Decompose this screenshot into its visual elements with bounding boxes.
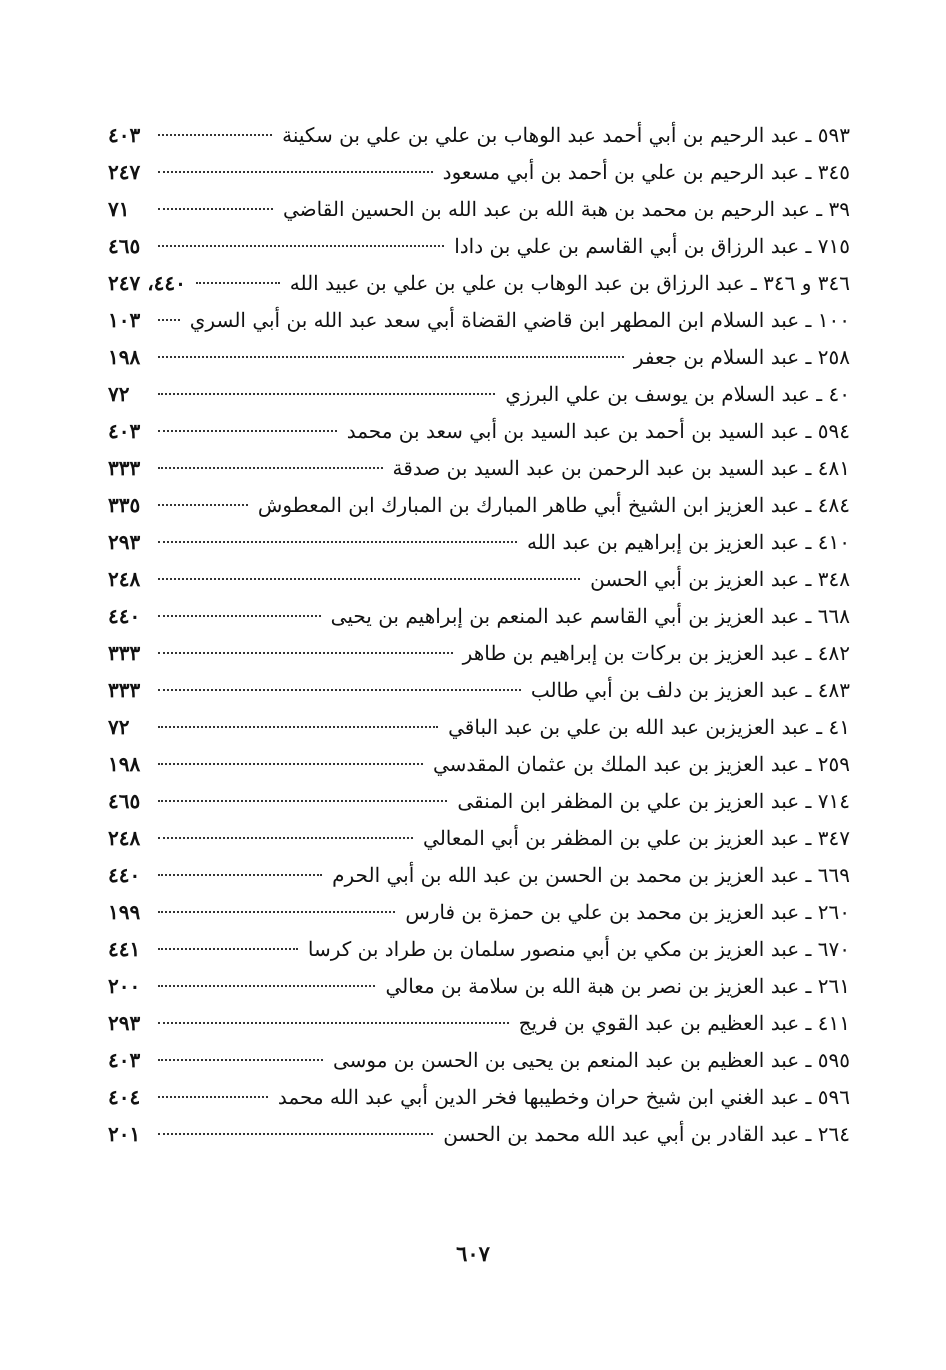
dot-leader <box>158 985 375 987</box>
index-list <box>108 117 850 1153</box>
entry-text: ٦٧٠ ـ عبد العزيز بن مكي بن أبي منصور سلمان بن طراد بن كرسا <box>307 937 850 961</box>
index-entry <box>108 783 850 820</box>
entry-text: ٥٩٣ ـ عبد الرحيم بن أبي أحمد عبد الوهاب بن علي بن علي بن سكينة <box>282 123 850 147</box>
entry-text: ٦٦٩ ـ عبد العزيز بن محمد بن الحسن بن عبد الله بن أبي الحرم <box>332 863 850 887</box>
entry-text: ٤١١ ـ عبد العظيم بن عبد القوي بن فريج <box>518 1011 850 1035</box>
dot-leader <box>158 726 438 728</box>
dot-leader <box>158 689 521 691</box>
entry-page-number: ٣٣٣ <box>108 678 141 702</box>
entry-page-number: ٢٤٨ <box>108 567 141 591</box>
dot-leader <box>158 504 248 506</box>
entry-text: ٦٦٨ ـ عبد العزيز بن أبي القاسم عبد المنعم بن إبراهيم بن يحيى <box>330 604 850 628</box>
index-entry <box>108 117 850 154</box>
entry-text: ٥٩٦ ـ عبد الغني ابن شيخ حران وخطيبها فخر الدين أبي عبد الله محمد <box>277 1085 850 1109</box>
entry-text: ٤١ ـ عبد العزيزبن عبد الله بن علي بن عبد الباقي <box>448 715 850 739</box>
entry-page-number: ١٠٣ <box>108 308 141 332</box>
index-entry <box>108 302 850 339</box>
dot-leader <box>158 1133 433 1135</box>
entry-page-number: ٤٤٠ <box>108 863 141 887</box>
entry-text: ٤٨٤ ـ عبد العزيز ابن الشيخ أبي طاهر المبارك بن المبارك ابن المعطوش <box>257 493 850 517</box>
entry-page-number: ٢٩٣ <box>108 530 141 554</box>
entry-text: ٤١٠ ـ عبد العزيز بن إبراهيم بن عبد الله <box>526 530 850 554</box>
index-entry <box>108 598 850 635</box>
index-entry <box>108 894 850 931</box>
entry-page-number: ٧٢ <box>108 382 130 406</box>
dot-leader <box>158 245 444 247</box>
entry-text: ٧١٥ ـ عبد الرزاق بن أبي القاسم بن علي بن دادا <box>454 234 850 258</box>
entry-page-number: ٤٦٥ <box>108 789 141 813</box>
dot-leader <box>158 467 383 469</box>
index-entry <box>108 1116 850 1153</box>
entry-text: ٣٤٥ ـ عبد الرحيم بن علي بن أحمد بن أبي مسعود <box>442 160 850 184</box>
entry-page-number: ٤٠٣ <box>108 123 141 147</box>
page-number: ٦٠٧ <box>456 1241 490 1266</box>
entry-text: ٣٤٧ ـ عبد العزيز بن علي بن المظفر بن أبي المعالي <box>423 826 850 850</box>
dot-leader <box>158 393 495 395</box>
dot-leader <box>158 763 423 765</box>
dot-leader <box>158 134 272 136</box>
entry-text: ٢٦٤ ـ عبد القادر بن أبي عبد الله محمد بن الحسن <box>443 1122 850 1146</box>
index-entry <box>108 1005 850 1042</box>
entry-page-number: ١٩٨ <box>108 345 141 369</box>
entry-page-number: ٣٣٣ <box>108 456 141 480</box>
entry-text: ٥٩٥ ـ عبد العظيم بن عبد المنعم بن يحيى بن الحسن بن موسى <box>332 1048 850 1072</box>
entry-text: ٢٥٩ ـ عبد العزيز بن عبد الملك بن عثمان المقدسي <box>432 752 850 776</box>
entry-text: ٤٠ ـ عبد السلام بن يوسف بن علي البرزي <box>505 382 850 406</box>
entry-page-number: ٤٤٠، ٢٤٧ <box>108 271 186 295</box>
entry-text: ٢٥٨ ـ عبد السلام بن جعفر <box>633 345 850 369</box>
entry-text: ٣٤٦ و ٣٤٦ ـ عبد الرزاق بن عبد الوهاب بن علي بن علي بن عبيد الله <box>289 271 850 295</box>
index-entry <box>108 265 850 302</box>
index-entry <box>108 968 850 1005</box>
entry-page-number: ٧٢ <box>108 715 130 739</box>
dot-leader <box>158 208 273 210</box>
dot-leader <box>158 578 580 580</box>
entry-page-number: ٣٣٣ <box>108 641 141 665</box>
dot-leader <box>158 319 180 321</box>
index-entry <box>108 413 850 450</box>
entry-text: ٧١٤ ـ عبد العزيز بن علي بن المظفر ابن المنقى <box>457 789 850 813</box>
index-entry <box>108 857 850 894</box>
index-entry <box>108 191 850 228</box>
entry-page-number: ٤٦٥ <box>108 234 141 258</box>
entry-text: ٢٦٠ ـ عبد العزيز بن محمد بن علي بن حمزة بن فارس <box>405 900 850 924</box>
dot-leader <box>158 911 395 913</box>
index-entry <box>108 524 850 561</box>
entry-page-number: ٧١ <box>108 197 130 221</box>
dot-leader <box>158 171 433 173</box>
index-entry <box>108 450 850 487</box>
dot-leader <box>158 430 337 432</box>
index-entry <box>108 376 850 413</box>
entry-page-number: ١٩٨ <box>108 752 141 776</box>
index-entry <box>108 709 850 746</box>
entry-page-number: ١٩٩ <box>108 900 141 924</box>
entry-page-number: ٣٣٥ <box>108 493 141 517</box>
entry-text: ٣٩ ـ عبد الرحيم بن محمد بن هبة الله بن عبد الله بن الحسين القاضي <box>283 197 850 221</box>
entry-text: ٤٨١ ـ عبد السيد بن عبد الرحمن بن عبد السيد بن صدقة <box>392 456 850 480</box>
index-entry <box>108 746 850 783</box>
index-entry <box>108 635 850 672</box>
dot-leader <box>158 1059 323 1061</box>
dot-leader <box>158 356 624 358</box>
index-entry <box>108 561 850 598</box>
entry-page-number: ٤٤١ <box>108 937 141 961</box>
index-entry <box>108 1079 850 1116</box>
entry-text: ٢٦١ ـ عبد العزيز بن نصر بن هبة الله بن سلامة بن معالي <box>385 974 850 998</box>
dot-leader <box>158 948 298 950</box>
dot-leader <box>196 282 280 284</box>
entry-text: ٤٨٢ ـ عبد العزيز بن بركات بن إبراهيم بن طاهر <box>462 641 850 665</box>
index-entry <box>108 339 850 376</box>
entry-page-number: ٢٠١ <box>108 1122 141 1146</box>
entry-page-number: ٤٠٣ <box>108 419 141 443</box>
dot-leader <box>158 800 447 802</box>
entry-text: ١٠٠ ـ عبد السلام ابن المطهر ابن قاضي القضاة أبي سعد عبد الله بن أبي السري <box>189 308 850 332</box>
index-entry <box>108 1042 850 1079</box>
entry-page-number: ٢٩٣ <box>108 1011 141 1035</box>
entry-text: ٥٩٤ ـ عبد السيد بن أحمد بن عبد السيد بن أبي سعد بن محمد <box>346 419 850 443</box>
dot-leader <box>158 615 321 617</box>
index-entry <box>108 931 850 968</box>
entry-page-number: ٢٠٠ <box>108 974 141 998</box>
entry-page-number: ٤٠٣ <box>108 1048 141 1072</box>
entry-page-number: ٢٤٨ <box>108 826 141 850</box>
entry-page-number: ٤٤٠ <box>108 604 141 628</box>
index-entry <box>108 672 850 709</box>
dot-leader <box>158 874 322 876</box>
entry-text: ٣٤٨ ـ عبد العزيز بن أبي الحسن <box>590 567 850 591</box>
entry-page-number: ٢٤٧ <box>108 160 141 184</box>
dot-leader <box>158 1022 509 1024</box>
dot-leader <box>158 541 517 543</box>
dot-leader <box>158 652 453 654</box>
index-entry <box>108 154 850 191</box>
index-entry <box>108 820 850 857</box>
index-entry <box>108 228 850 265</box>
dot-leader <box>158 837 413 839</box>
dot-leader <box>158 1096 268 1098</box>
entry-text: ٤٨٣ ـ عبد العزيز بن دلف بن أبي طالب <box>530 678 850 702</box>
index-entry <box>108 487 850 524</box>
entry-page-number: ٤٠٤ <box>108 1085 141 1109</box>
